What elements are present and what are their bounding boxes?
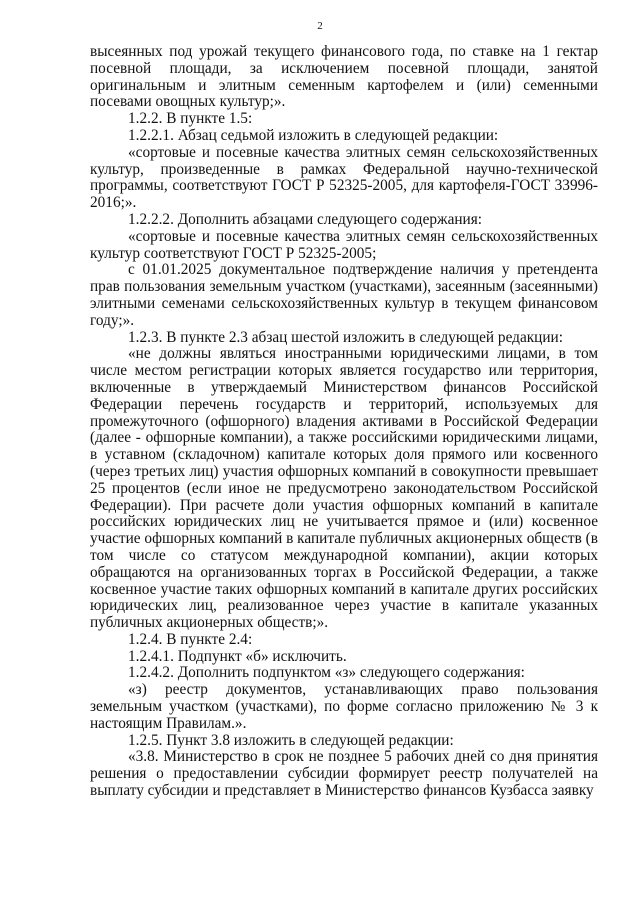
paragraph: «сортовые и посевные качества элитных семян сельскохозяйственных культур соответствуют ГОСТ Р 52325-2005; bbox=[90, 227, 598, 262]
paragraph: «з) реестр документов, устанавливающих право пользования земельным участком (участками), по форме согласно приложению № 3 к настоящим Правилам.». bbox=[90, 681, 598, 732]
paragraph: «сортовые и посевные качества элитных семян сельскохозяйственных культур, произведенные в рамках Федеральной научно-технической программы, соответствуют ГОСТ Р 52325-2005, для картофеля-ГОСТ 33996-2016;». bbox=[90, 143, 598, 212]
paragraph: 1.2.2.2. Дополнить абзацами следующего содержания: bbox=[128, 210, 483, 228]
paragraph: 1.2.5. Пункт 3.8 изложить в следующей редакции: bbox=[128, 731, 454, 749]
paragraph: с 01.01.2025 документальное подтверждение наличия у претендента прав пользования земельным участком (участками), засеянным (засеянными) элитными семенами сельскохозяйственных культур в текущем финансовом году;». bbox=[90, 261, 598, 329]
paragraph: 1.2.3. В пункте 2.3 абзац шестой изложить в следующей редакции: bbox=[128, 328, 563, 346]
paragraph: 1.2.4. В пункте 2.4: bbox=[128, 630, 253, 648]
paragraph: «не должны являться иностранными юридическими лицами, в том числе местом регистрации которых является государство или территория, включенные в утверждаемый Министерством финансов Российской Федерации перечень государств и территорий, используемых для промежуточного (офшорного) владения активами в Российской Федерации (далее - офшорные компании), а также российскими юридическими лицами, в уставном (складочном) капитале которых доля прямого или косвенного (через третьих лиц) участия офшорных компаний в совокупности превышает 25 процентов (если иное не предусмотрено законодательством Российской Федерации). При расчете доли участия офшорных компаний в капитале российских юридических лиц не учитывается прямое и (или) косвенное участие офшорных компаний в капитале публичных акционерных обществ (в том числе со статусом международной компании), акции которых обращаются на организованных торгах в Российской Федерации, а также косвенное участие таких офшорных компаний в капитале других российских юридических лиц, реализованное через участие в капитале указанных публичных акционерных обществ;». bbox=[90, 345, 598, 632]
paragraph: высеянных под урожай текущего финансового года, по ставке на 1 гектар посевной площади, за исключением посевной площади, занятой оригинальным и элитным семенным картофелем и (или) семенными посевами овощных культур;». bbox=[90, 43, 598, 111]
paragraph: 1.2.2. В пункте 1.5: bbox=[128, 110, 253, 128]
page-number: 2 bbox=[317, 20, 323, 32]
paragraph: 1.2.2.1. Абзац седьмой изложить в следующей редакции: bbox=[128, 126, 499, 144]
paragraph: 1.2.4.1. Подпункт «б» исключить. bbox=[128, 647, 347, 665]
paragraph: 1.2.4.2. Дополнить подпунктом «з» следующего содержания: bbox=[128, 664, 525, 682]
paragraph: «3.8. Министерство в срок не позднее 5 рабочих дней со дня принятия решения о предоставлении субсидии формирует реестр получателей на выплату субсидии и представляет в Министерство финансов Кузбасса заявку bbox=[90, 748, 598, 800]
document-body bbox=[90, 44, 598, 800]
